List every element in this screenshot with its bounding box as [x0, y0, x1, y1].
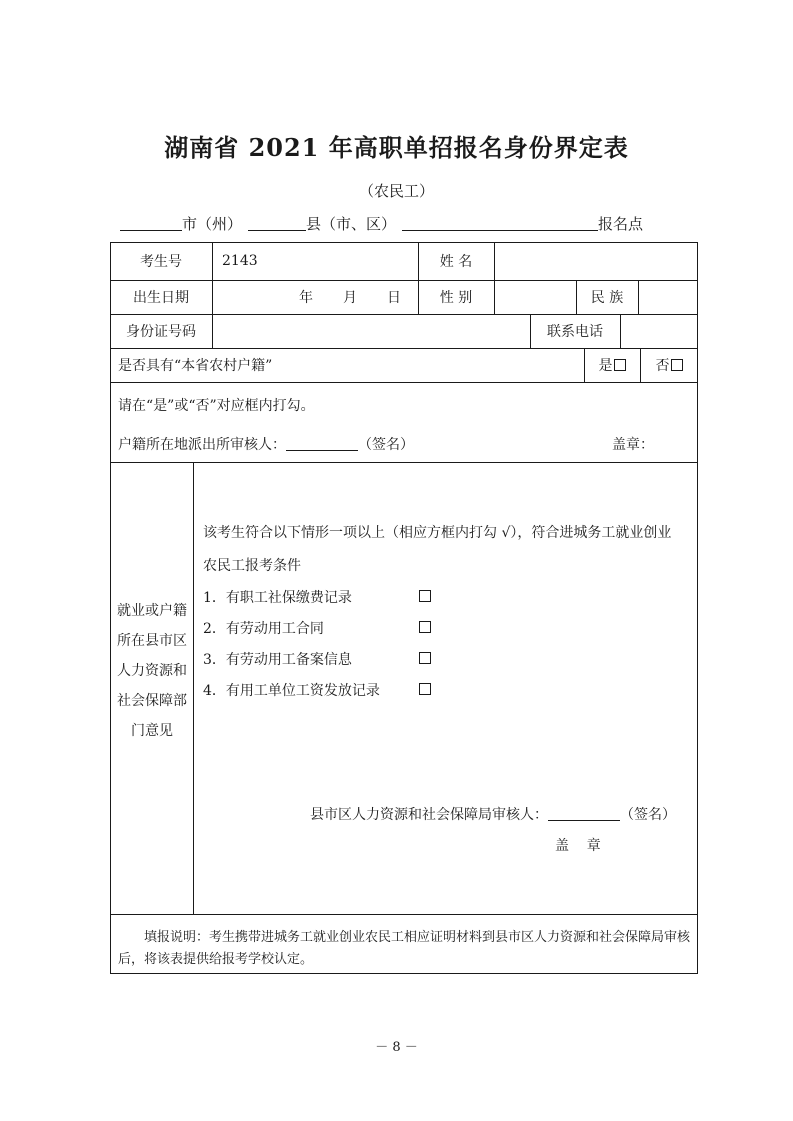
- dob-label: 出生日期: [133, 290, 189, 306]
- name-field[interactable]: [494, 242, 698, 280]
- police-reviewer-line: [118, 434, 414, 454]
- no-checkbox[interactable]: [671, 359, 683, 371]
- department-intro-line1: 该考生符合以下情形一项以上（相应方框内打勾 √），符合进城务工就业创业: [203, 525, 672, 541]
- instruction-text: 请在“是”或“否”对应框内打勾。: [118, 398, 315, 414]
- city-blank[interactable]: [120, 216, 182, 231]
- police-reviewer-label: 户籍所在地派出所审核人：: [118, 437, 286, 453]
- gender-field[interactable]: [494, 280, 576, 314]
- site-blank[interactable]: [402, 216, 598, 231]
- department-reviewer-line: [310, 804, 676, 824]
- page-number: － 8 －: [375, 1040, 418, 1055]
- dob-day: 日: [387, 290, 401, 306]
- yes-checkbox[interactable]: [614, 359, 626, 371]
- dob-month: 月: [343, 290, 357, 306]
- notes-line2: 后，将该表提供给报考学校认定。: [118, 952, 314, 967]
- department-side-label: 就业或户籍所在县市区人力资源和社会保障部门意见: [117, 603, 187, 739]
- county-suffix: 县（市、区）: [306, 215, 397, 233]
- condition-checkbox[interactable]: [419, 621, 431, 633]
- exam-no-field[interactable]: 2143: [222, 253, 258, 269]
- registration-line: [120, 213, 643, 234]
- condition-checkbox[interactable]: [419, 683, 431, 695]
- no-label: 否: [655, 358, 670, 374]
- ethnicity-label: 民 族: [590, 290, 624, 306]
- row-divider: [110, 382, 698, 383]
- ethnicity-field[interactable]: [638, 280, 698, 314]
- condition-item: 4．有用工单位工资发放记录: [203, 683, 380, 699]
- department-stamp-label: 盖 章: [555, 838, 601, 854]
- id-number-label: 身份证号码: [126, 324, 196, 340]
- id-number-field[interactable]: [212, 314, 530, 348]
- police-sign-note: （签名）: [358, 437, 414, 453]
- county-blank[interactable]: [248, 216, 306, 231]
- hukou-question: 是否具有“本省农村户籍”: [118, 358, 273, 374]
- form-subtitle: （农民工）: [358, 182, 434, 200]
- department-reviewer-label: 县市区人力资源和社会保障局审核人：: [310, 807, 548, 823]
- condition-item: 3．有劳动用工备案信息: [203, 652, 352, 668]
- police-reviewer-blank[interactable]: [286, 436, 358, 451]
- department-reviewer-blank[interactable]: [548, 806, 620, 821]
- site-suffix: 报名点: [598, 215, 644, 233]
- dob-year: 年: [299, 290, 313, 306]
- condition-item: 1．有职工社保缴费记录: [203, 590, 352, 606]
- name-label: 姓 名: [439, 254, 473, 270]
- notes-line1: 填报说明：考生携带进城务工就业创业农民工相应证明材料到县市区人力资源和社会保障局审核: [144, 930, 691, 945]
- department-sign-note: （签名）: [620, 807, 676, 823]
- condition-item: 2．有劳动用工合同: [203, 621, 324, 637]
- condition-checkbox[interactable]: [419, 652, 431, 664]
- row-divider: [110, 914, 698, 915]
- no-option[interactable]: [640, 348, 698, 382]
- gender-label: 性 别: [439, 290, 473, 306]
- department-intro-line2: 农民工报考条件: [203, 558, 301, 574]
- dob-field[interactable]: [212, 280, 418, 314]
- form-title: 湖南省 2021 年高职单招报名身份界定表: [164, 133, 629, 162]
- yes-label: 是: [598, 358, 613, 374]
- phone-field[interactable]: [620, 314, 698, 348]
- row-divider: [110, 462, 698, 463]
- exam-no-label: 考生号: [140, 254, 182, 270]
- condition-checkbox[interactable]: [419, 590, 431, 602]
- city-suffix: 市（州）: [182, 215, 243, 233]
- police-stamp-label: 盖章：: [612, 437, 654, 453]
- phone-label: 联系电话: [547, 324, 603, 340]
- col-divider: [193, 462, 194, 914]
- yes-option[interactable]: [584, 348, 640, 382]
